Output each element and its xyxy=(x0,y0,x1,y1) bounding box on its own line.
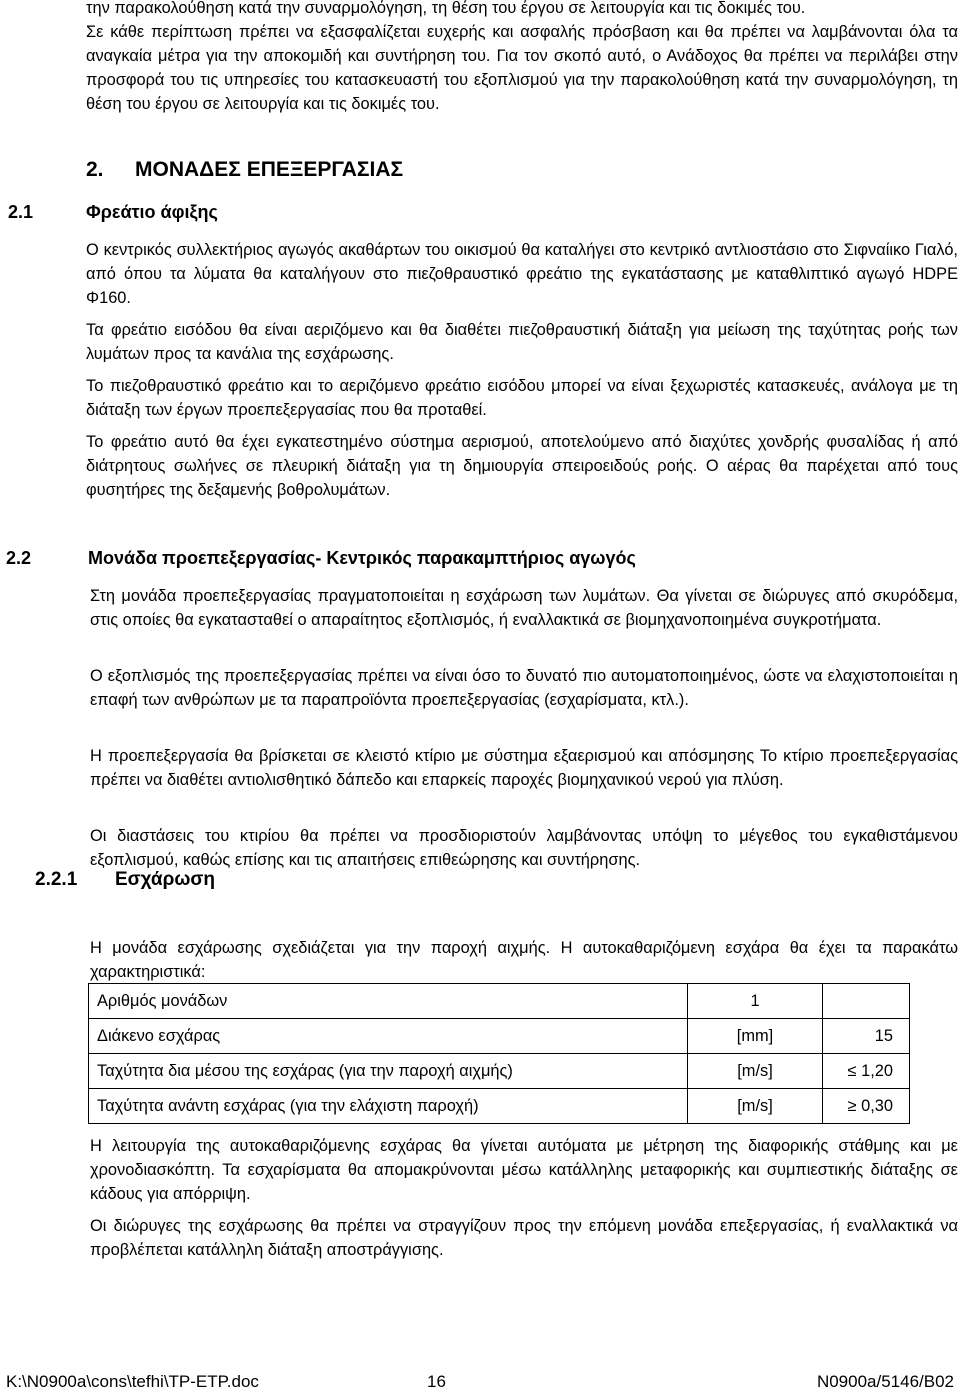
table-cell-value: ≤ 1,20 xyxy=(823,1054,910,1089)
section-2-1-paragraph-4: Το φρεάτιο αυτό θα έχει εγκατεστημένο σύστημα αερισμού, αποτελούμενο από διαχύτες χονδρής φυσαλίδας ή από διάτρητους σωλήνες σε πλευρική διάταξη για τη δημιουργία σπειροειδούς ροής. Ο αέρας θα παρέχεται από τους φυσητήρες της δεξαμενής βοθρολυμάτων. xyxy=(86,433,958,499)
table-cell-unit: 1 xyxy=(688,984,823,1019)
table-cell-unit: [m/s] xyxy=(688,1054,823,1089)
section-2-2-title: Μονάδα προεπεξεργασίας- Κεντρικός παρακαμπτήριος αγωγός xyxy=(88,548,636,568)
section-2-1-paragraph-3: Το πιεζοθραυστικό φρεάτιο και το αεριζόμενο φρεάτιο εισόδου μπορεί να είναι ξεχωριστές κατασκευές, ανάλογα με τη διάταξη των έργων προεπεξεργασίας που θα προταθεί. xyxy=(86,377,958,419)
section-2-2-1-number: 2.2.1 xyxy=(35,869,78,890)
intro-paragraph-2: Σε κάθε περίπτωση πρέπει να εξασφαλίζεται ευχερής και ασφαλής πρόσβαση και θα πρέπει να λαμβάνονται όλα τα αναγκαία μέτρα για την αποκομιδή και συντήρηση του. Για τον σκοπό αυτό, ο Ανάδοχος θα πρέπει να περιλάβει στην προσφορά του τις υπηρεσίες του κατασκευαστή του εξοπλισμού για την παρακολούθηση κατά την συναρμολόγηση, τη θέση του έργου σε λειτουργία και τις δοκιμές του. xyxy=(86,23,958,113)
section-2-1-number: 2.1 xyxy=(8,202,34,222)
table-row xyxy=(89,1089,910,1124)
table-cell-unit: [mm] xyxy=(688,1019,823,1054)
section-2-1-paragraph-2: Τα φρεάτιο εισόδου θα είναι αεριζόμενο και θα διαθέτει πιεζοθραυστική διάταξη για μείωση της ταχύτητας ροής των λυμάτων προς τα κανάλια της εσχάρωσης. xyxy=(86,321,958,363)
grate-specs-table xyxy=(88,983,910,1124)
section-2-2-number: 2.2 xyxy=(6,548,32,568)
table-cell-value: 15 xyxy=(823,1019,910,1054)
section-2-1-title: Φρεάτιο άφιξης xyxy=(86,202,218,222)
table-row xyxy=(89,984,910,1019)
section-2-1-heading xyxy=(8,202,218,223)
footer-file-path: K:\N0900a\cons\tefhi\TP-ETP.doc xyxy=(6,1372,259,1391)
intro-paragraph-1: την παρακολούθηση κατά την συναρμολόγηση, τη θέση του έργου σε λειτουργία και τις δοκιμές του. xyxy=(86,0,806,17)
section-2-1-paragraph-1: Ο κεντρικός συλλεκτήριος αγωγός ακαθάρτων του οικισμού θα καταλήγει στο κεντρικό αντλιοστάσιο στο Σιφναίικο Γιαλό, από όπου τα λύματα θα καταλήγουν στο πιεζοθραυστικό φρεάτιο της εγκατάστασης με καταθλιπτικό αγωγό HDPE Φ160. xyxy=(86,241,958,307)
section-2-heading xyxy=(86,158,403,182)
footer-document-code: N0900a/5146/B02 xyxy=(816,1372,954,1391)
section-2-2-paragraph-3: Η προεπεξεργασία θα βρίσκεται σε κλειστό κτίριο με σύστημα εξαερισμού και απόσμησης Το κτίριο προεπεξεργασίας πρέπει να διαθέτει αντιολισθητικό δάπεδο και επαρκείς παροχές βιομηχανικού νερού για πλύση. xyxy=(90,747,958,789)
section-2-2-1-heading xyxy=(35,869,215,891)
table-row xyxy=(89,1054,910,1089)
table-cell-unit: [m/s] xyxy=(688,1089,823,1124)
section-2-2-heading xyxy=(6,548,636,569)
table-cell-param: Ταχύτητα ανάντη εσχάρας (για την ελάχιστη παροχή) xyxy=(89,1089,688,1124)
section-2-2-paragraph-4: Οι διαστάσεις του κτιρίου θα πρέπει να προσδιοριστούν λαμβάνοντας υπόψη το μέγεθος του εγκαθιστάμενου εξοπλισμού, καθώς επίσης και τις απαιτήσεις επιθεώρησης και συντήρησης. xyxy=(90,827,958,869)
table-cell-value: ≥ 0,30 xyxy=(823,1089,910,1124)
section-2-2-paragraph-1: Στη μονάδα προεπεξεργασίας πραγματοποιείται η εσχάρωση των λυμάτων. Θα γίνεται σε διώρυγες από σκυρόδεμα, στις οποίες θα εγκατασταθεί ο απαραίτητος εξοπλισμός, ή εναλλακτικά σε βιομηχανοποιημένα συγκροτήματα. xyxy=(90,587,958,629)
table-cell-param: Ταχύτητα δια μέσου της εσχάρας (για την παροχή αιχμής) xyxy=(89,1054,688,1089)
section-2-2-1-paragraph-after-1: Η λειτουργία της αυτοκαθαριζόμενης εσχάρας θα γίνεται αυτόματα με μέτρηση της διαφορικής στάθμης και με χρονοδιασκόπτη. Τα εσχαρίσματα θα απομακρύνονται μέσω κατάλληλης μεταφορικής και συμπιεστικής διάταξης σε κάδους για απόρριψη. xyxy=(90,1137,958,1203)
table-cell-value xyxy=(823,984,910,1019)
section-2-2-1-intro: Η μονάδα εσχάρωσης σχεδιάζεται για την παροχή αιχμής. Η αυτοκαθαριζόμενη εσχάρα θα έχει τα παρακάτω χαρακτηριστικά: xyxy=(90,939,958,981)
table-row xyxy=(89,1019,910,1054)
section-2-2-paragraph-2: Ο εξοπλισμός της προεπεξεργασίας πρέπει να είναι όσο το δυνατό πιο αυτοματοποιημένος, ώστε να ελαχιστοποιείται η επαφή των ανθρώπων με τα παραπροϊόντα προεπεξεργασίας (εσχαρίσματα, κτλ.). xyxy=(90,667,958,709)
section-2-2-1-paragraph-after-2: Οι διώρυγες της εσχάρωσης θα πρέπει να στραγγίζουν προς την επόμενη μονάδα επεξεργασίας, ή εναλλακτικά να προβλέπεται κατάλληλη διάταξη αποστράγγισης. xyxy=(90,1217,958,1259)
table-cell-param: Διάκενο εσχάρας xyxy=(89,1019,688,1054)
section-2-number: 2. xyxy=(86,158,104,181)
table-cell-param: Αριθμός μονάδων xyxy=(89,984,688,1019)
section-2-title: ΜΟΝΑΔΕΣ ΕΠΕΞΕΡΓΑΣΙΑΣ xyxy=(135,158,404,181)
section-2-2-1-title: Εσχάρωση xyxy=(115,869,216,890)
footer-page-number: 16 xyxy=(427,1372,446,1391)
